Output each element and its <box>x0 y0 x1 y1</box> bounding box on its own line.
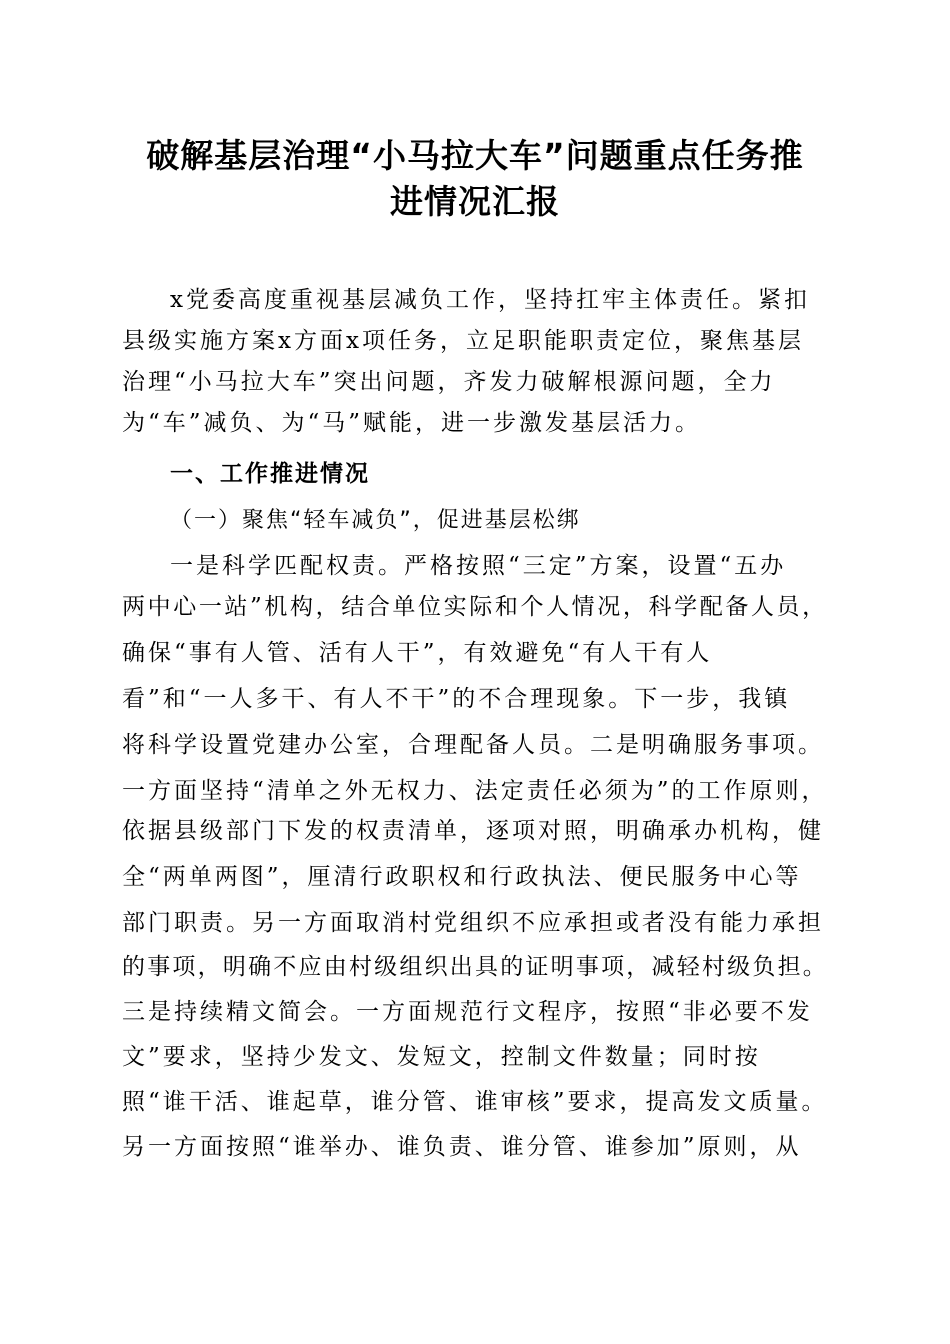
body-line: 三是持续精文简会。一方面规范行文程序，按照“非必要不发 <box>122 999 813 1025</box>
body-line: 另一方面按照“谁举办、谁负责、谁分管、谁参加”原则，从 <box>122 1134 802 1160</box>
body-line: 的事项，明确不应由村级组织出具的证明事项，减轻村级负担。 <box>122 954 828 980</box>
body-line: 部门职责。另一方面取消村党组织不应承担或者没有能力承担 <box>122 910 824 936</box>
body-line: 一是科学匹配权责。严格按照“三定”方案，设置“五办 <box>170 553 787 579</box>
body-line: 两中心一站”机构，结合单位实际和个人情况，科学配备人员， <box>122 594 828 620</box>
intro-line: 为“车”减负、为“马”赋能，进一步激发基层活力。 <box>122 410 702 436</box>
title-line-1: 破解基层治理“小马拉大车”问题重点任务推 <box>146 136 804 175</box>
body-line: 确保“事有人管、活有人干”，有效避免“有人干有人 <box>122 640 713 666</box>
title-line-2: 进情况汇报 <box>390 182 560 221</box>
document-title <box>110 133 840 225</box>
body-line: 全“两单两图”，厘清行政职权和行政执法、便民服务中心等 <box>122 864 802 890</box>
body-line: 一方面坚持“清单之外无权力、法定责任必须为”的工作原则， <box>122 778 828 804</box>
subsection-heading: （一）聚焦“轻车减负”，促进基层松绑 <box>170 508 581 533</box>
body-line: 文”要求，坚持少发文、发短文，控制文件数量；同时按 <box>122 1044 761 1070</box>
body-line: 看”和“一人多干、有人不干”的不合理现象。下一步，我镇 <box>122 686 791 712</box>
body-line: 将科学设置党建办公室，合理配备人员。二是明确服务事项。 <box>122 732 824 758</box>
body-line: 依据县级部门下发的权责清单，逐项对照，明确承办机构，健 <box>122 818 824 844</box>
intro-line: 县级实施方案x方面x项任务，立足职能职责定位，聚焦基层 <box>122 328 804 354</box>
section-heading: 一、工作推进情况 <box>170 461 370 487</box>
intro-line: 治理“小马拉大车”突出问题，齐发力破解根源问题，全力 <box>122 369 776 395</box>
body-line: 照“谁干活、谁起草，谁分管、谁审核”要求，提高发文质量。 <box>122 1089 828 1115</box>
intro-line: x党委高度重视基层减负工作，坚持扛牢主体责任。紧扣 <box>170 287 810 313</box>
